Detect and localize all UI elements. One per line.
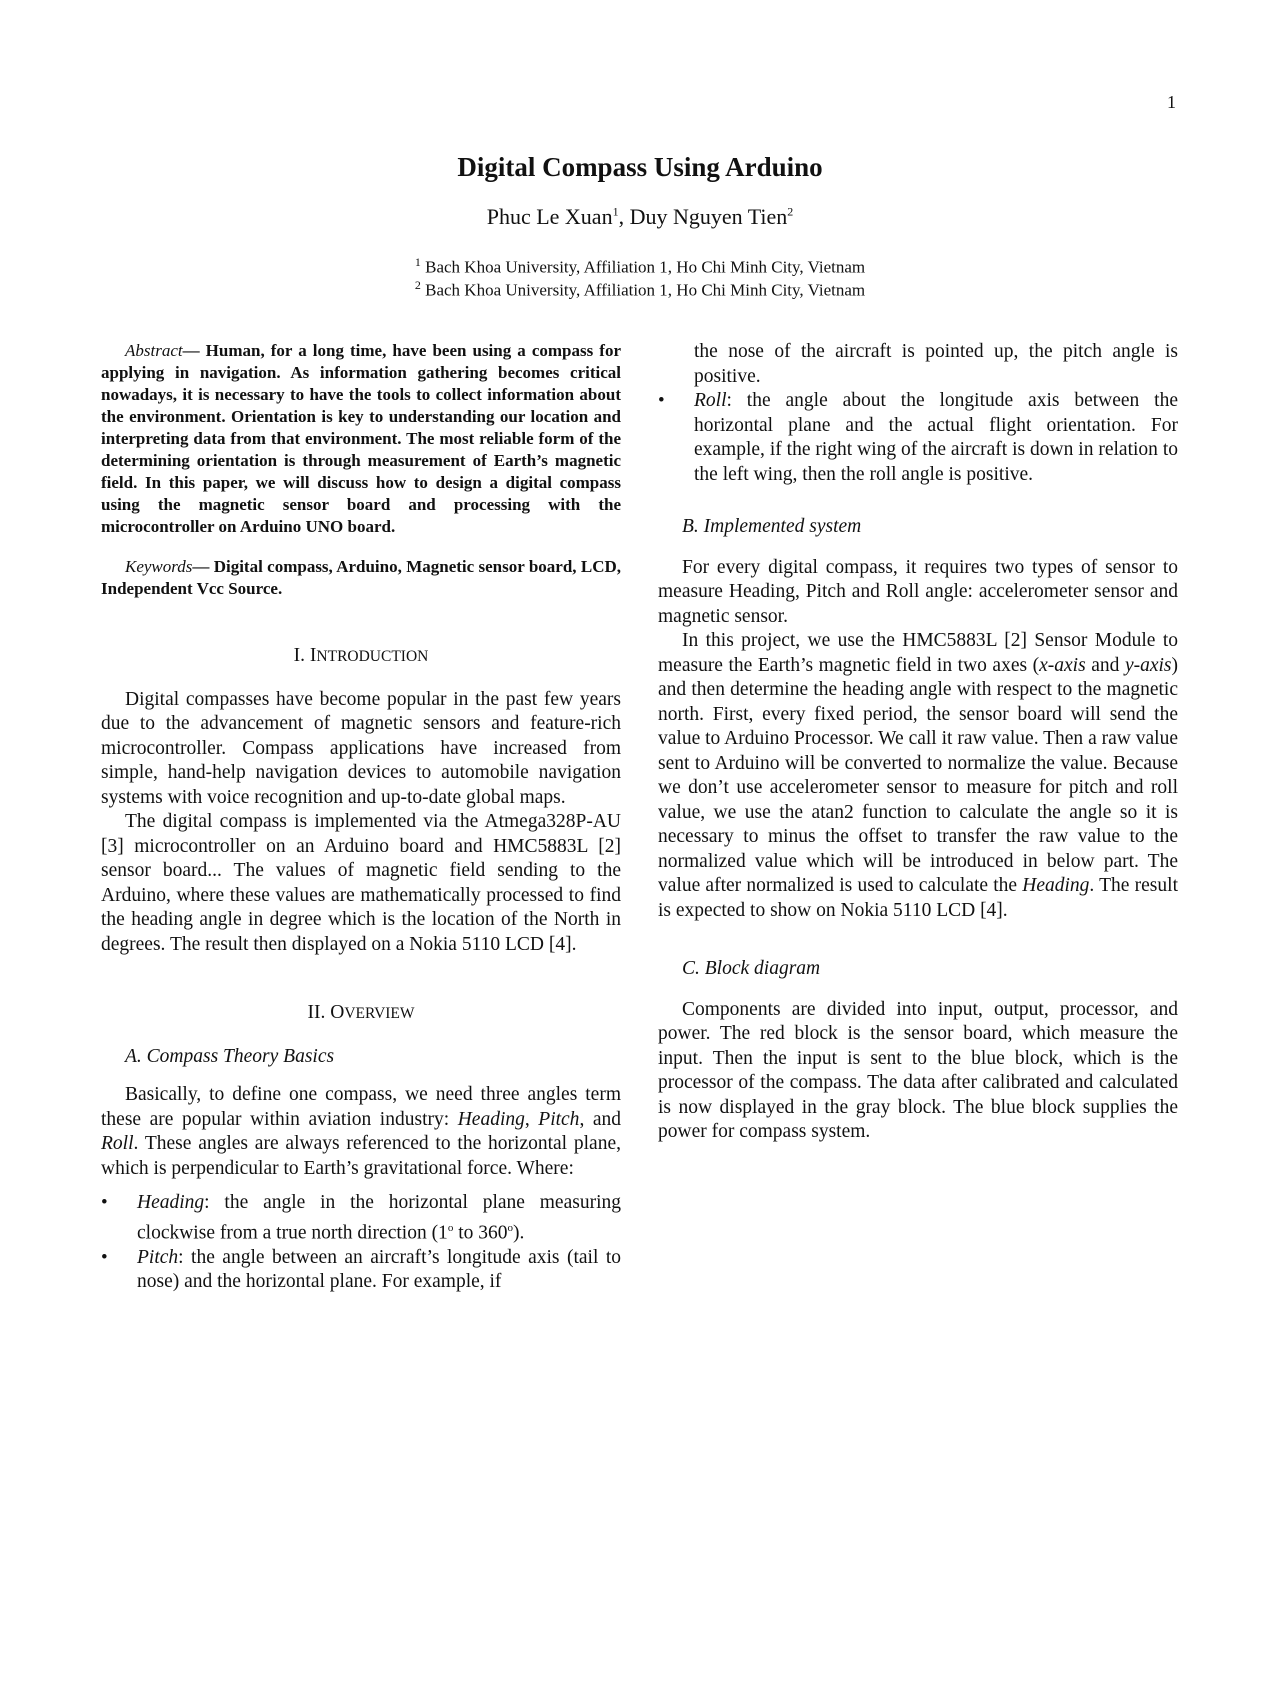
section-heading-introduction [101,644,621,670]
section-heading-rest: VERVIEW [344,1005,415,1022]
affiliation-1-mark: 1 [414,255,421,269]
implemented-text-b: ) and then determine the heading angle with respect to the magnetic north. First, every fixed period, the sensor board will send the value to Arduino Processor. We call it raw value. Then a raw value sent to Arduino will be converted to normalize the value. Because we don’t use accelerometer sensor to measure for pitch and roll value, we use the atan2 function to calculate the angle so it is necessary to minus the offset to transfer the raw value to the normalized value which will be introduced in below part. The value after normalized is used to calculate the [658,654,1178,896]
list-item-pitch [137,1246,621,1295]
implemented-paragraph-1: For every digital compass, it requires two types of sensor to measure Heading, Pitch and Roll angle: accelerometer sensor and magnetic sensor. [658,556,1178,627]
abstract [101,340,621,538]
overview-text-a: Basically, to define one compass, we need three angles term these are popular within aviation industry: [101,1084,621,1130]
affiliation-1 [0,255,1280,278]
affiliation-2-text: Bach Khoa University, Affiliation 1, Ho Chi Minh City, Vietnam [420,280,866,300]
intro-paragraph-2: The digital compass is implemented via the Atmega328P-AU [3] microcontroller on an Arduino board and HMC5883L [2] sensor board... The values of magnetic field sending to the Arduino, where these values are mathematically processed to find the heading angle in degree which is the location of the North in degrees. The result then displayed on a Nokia 5110 LCD [4]. [101,811,621,955]
term-pitch: Pitch [538,1108,580,1130]
abstract-label: Abstract [125,341,183,360]
term-y-axis: y-axis [1124,654,1172,676]
bullet-text-end: ). [512,1222,525,1243]
intro-paragraph-1: Digital compasses have become popular in the past few years due to the advancement of magnetic sensors and feature-rich microcontroller. Compass applications have increased from simple, hand-help navigation devices to automobile navigation systems with voice recognition and up-to-date global maps. [101,688,621,808]
author-2: Duy Nguyen Tien [629,204,788,229]
bullet-term: Roll [694,390,727,411]
overview-text-c: , and [579,1108,622,1130]
bullet-text: : the angle in the horizontal plane measuring clockwise from a true north direction (1 [137,1192,621,1243]
implemented-paragraph-2 [658,629,1178,923]
list-item-heading [137,1191,621,1246]
block-diagram-paragraph: Components are divided into input, output, processor, and power. The red block is the sensor board, which measure the input. Then the input is sent to the blue block, which is the processor of the compass. The data after calibrated and calculated is now displayed in the gray block. The blue block supplies the power for compass system. [658,998,1178,1142]
section-number: I. [293,645,310,666]
keywords-label: Keywords [125,557,193,576]
term-roll: Roll [101,1133,134,1154]
abstract-text: — Human, for a long time, have been using a compass for applying in navigation. As information gathering becomes critical nowadays, it is necessary to have the tools to collect information about the environment. Orientation is key to understanding our location and interpreting data from that environment. The most reliable form of the determining orientation is through measurement of Earth’s magnetic field. In this paper, we will discuss how to design a digital compass using the magnetic sensor board and processing with the microcontroller on Arduino UNO board. [101,341,621,536]
list-item-roll [694,389,1178,487]
subsection-heading-a: A. Compass Theory Basics [125,1045,335,1067]
implemented-text-and: and [1085,654,1125,676]
overview-text-b: , [524,1108,539,1130]
implemented-text-c: . The result is expected to show on Nokia 5110 LCD [4]. [658,875,1178,921]
author-1: Phuc Le Xuan [486,204,613,229]
implemented-text-a: In this project, we use the HMC5883L [2] Sensor Module to measure the Earth’s magnetic field in two axes ( [658,630,1178,676]
degree-mark: o [447,1221,454,1234]
bullet-text: : the angle between an aircraft’s longitude axis (tail to nose) and the horizontal plane. For example, if [137,1246,621,1292]
overview-paragraph-1 [101,1083,621,1181]
affiliation-2-mark: 2 [414,278,421,292]
section-heading-cap: O [330,1002,345,1023]
right-column [658,340,1178,1145]
degree-mark: o [507,1221,513,1234]
bullet-term: Heading [137,1192,205,1213]
term-heading: Heading [1022,875,1090,896]
author-separator: , [618,204,630,229]
affiliation-1-text: Bach Khoa University, Affiliation 1, Ho Chi Minh City, Vietnam [420,257,866,277]
section-number: II. [307,1002,331,1023]
pitch-continuation: the nose of the aircraft is pointed up, the pitch angle is positive. [694,341,1178,387]
paper-title: Digital Compass Using Arduino [457,152,823,182]
bullet-text: : the angle about the longitude axis between the horizontal plane and the actual flight orientation. For example, if the right wing of the aircraft is down in relation to the left wing, then the roll angle is positive. [694,390,1178,485]
author-1-affil-mark: 1 [612,204,619,219]
term-heading: Heading [457,1108,525,1130]
left-column [101,340,621,1295]
page-number: 1 [1167,92,1176,112]
keywords [101,556,621,600]
section-heading-rest: NTRODUCTION [316,648,429,665]
subsection-heading-c: C. Block diagram [682,958,821,979]
angle-definitions-list [101,1191,621,1295]
author-2-affil-mark: 2 [787,204,794,219]
authors [0,204,1280,230]
keywords-text: — Digital compass, Arduino, Magnetic sensor board, LCD, Independent Vcc Source. [101,557,621,598]
section-heading-cap: I [309,645,317,666]
bullet-text-mid: to 360 [453,1222,508,1243]
overview-text-d: . These angles are always referenced to the horizontal plane, which is perpendicular to Earth’s gravitational force. Where: [101,1133,621,1179]
bullet-term: Pitch [137,1246,179,1268]
term-x-axis: x-axis [1039,654,1086,676]
angle-definitions-list-continued [658,389,1178,487]
affiliation-2 [0,278,1280,301]
subsection-heading-b: B. Implemented system [682,516,862,537]
section-heading-overview [101,1001,621,1027]
